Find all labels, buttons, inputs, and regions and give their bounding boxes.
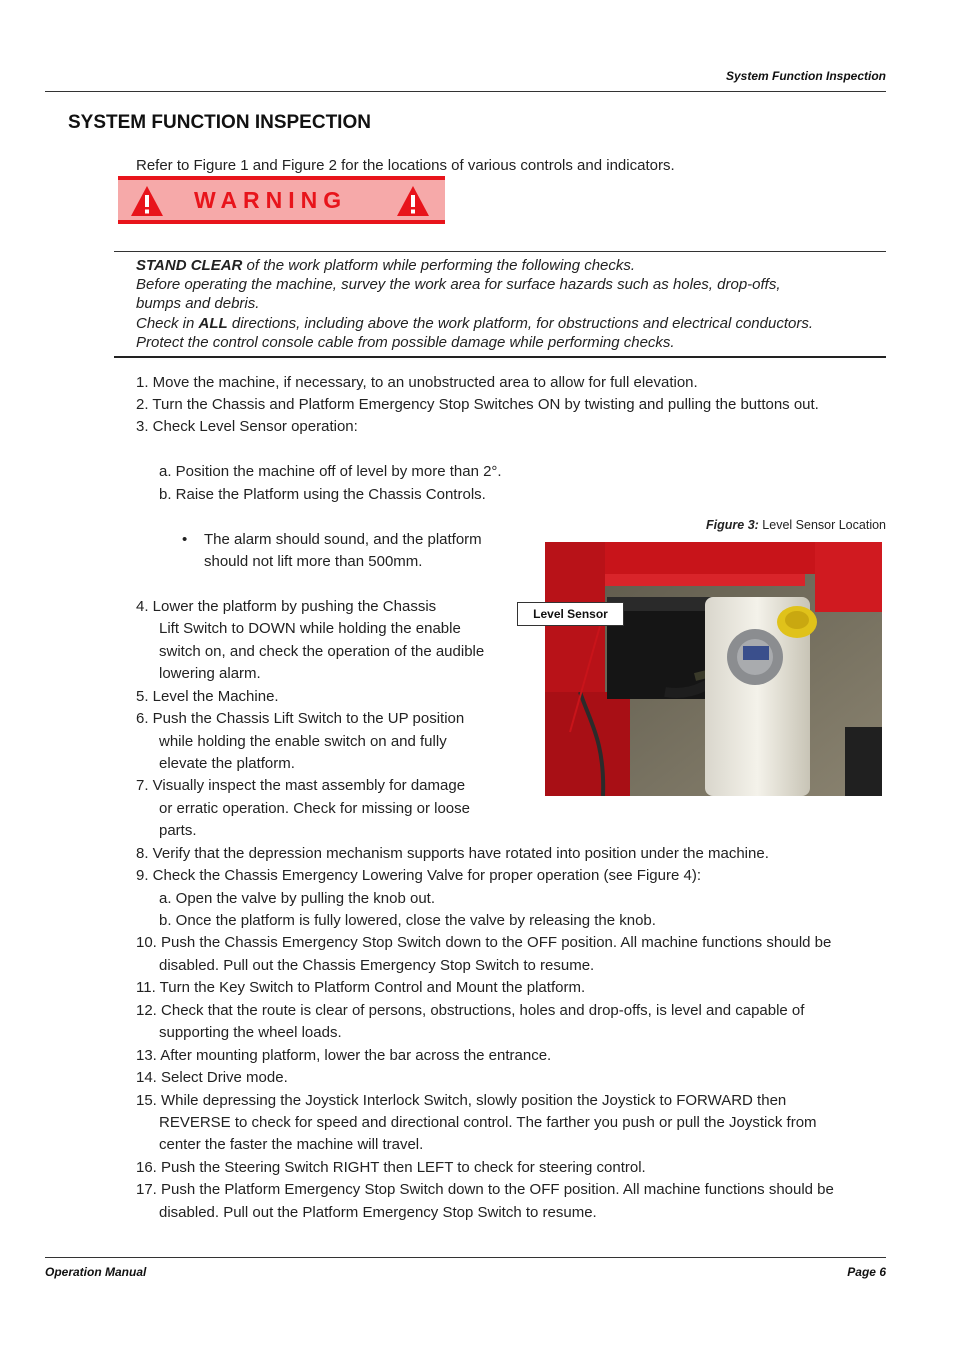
- bullet-marker: •: [182, 531, 188, 548]
- substep-item: b. Once the platform is fully lowered, close the valve by releasing the knob.: [159, 912, 656, 929]
- step-item: REVERSE to check for speed and directional control. The farther you push or pull the Joystick from: [159, 1114, 817, 1131]
- step-item: 17. Push the Platform Emergency Stop Switch down to the OFF position. All machine functions should be: [136, 1181, 834, 1198]
- notice-text: Protect the control console cable from possible damage while performing checks.: [136, 333, 675, 351]
- figure-caption-text: Level Sensor Location: [758, 518, 886, 532]
- step-item: 1. Move the machine, if necessary, to an unobstructed area to allow for full elevation.: [136, 374, 698, 391]
- step-item: 12. Check that the route is clear of persons, obstructions, holes and drop-offs, is level and capable of: [136, 1002, 805, 1019]
- footer-manual-title: Operation Manual: [45, 1265, 147, 1279]
- notice-text: bumps and debris.: [136, 295, 260, 313]
- step-item: Lift Switch to DOWN while holding the enable: [159, 620, 461, 637]
- step-item: 9. Check the Chassis Emergency Lowering Valve for proper operation (see Figure 4):: [136, 867, 701, 884]
- notice-bottom-rule: [114, 356, 886, 358]
- footer-page-number: Page 6: [847, 1265, 886, 1279]
- step-item: center the faster the machine will travel.: [159, 1136, 424, 1153]
- notice-text: of the work platform while performing the following checks.: [242, 257, 636, 274]
- page-title: SYSTEM FUNCTION INSPECTION: [68, 112, 371, 133]
- step-item: 6. Push the Chassis Lift Switch to the UP position: [136, 710, 465, 727]
- step-item: or erratic operation. Check for missing or loose: [159, 800, 470, 817]
- step-item: while holding the enable switch on and fully: [159, 733, 447, 750]
- intro-text: Refer to Figure 1 and Figure 2 for the locations of various controls and indicators.: [136, 157, 675, 174]
- header-section-title: System Function Inspection: [725, 69, 886, 83]
- notice-bold: ALL: [198, 314, 228, 332]
- substep-item: a. Open the valve by pulling the knob out.: [159, 890, 436, 907]
- level-sensor-photo: [545, 542, 882, 796]
- step-item: 7. Visually inspect the mast assembly for damage: [136, 777, 466, 794]
- notice-text: directions, including above the work platform, for obstructions and electrical conductors.: [227, 314, 813, 332]
- step-item: disabled. Pull out the Platform Emergency Stop Switch to resume.: [159, 1204, 597, 1221]
- warning-triangle-icon: [396, 185, 430, 217]
- warning-banner: [118, 176, 445, 224]
- header-rule: [45, 91, 886, 92]
- bullet-text: The alarm should sound, and the platform: [204, 531, 482, 548]
- substep-item: a. Position the machine off of level by more than 2°.: [159, 463, 502, 480]
- step-item: 10. Push the Chassis Emergency Stop Switch down to the OFF position. All machine functions should be: [136, 934, 832, 951]
- step-item: supporting the wheel loads.: [159, 1024, 342, 1041]
- figure-caption-label: Figure 3:: [706, 518, 759, 532]
- step-item: 16. Push the Steering Switch RIGHT then LEFT to check for steering control.: [136, 1159, 646, 1176]
- footer-rule: [45, 1257, 886, 1258]
- step-item: 5. Level the Machine.: [136, 688, 279, 705]
- step-item: 14. Select Drive mode.: [136, 1069, 288, 1086]
- step-item: 3. Check Level Sensor operation:: [136, 418, 358, 435]
- safety-notice: [136, 256, 881, 352]
- step-item: 4. Lower the platform by pushing the Chassis: [136, 598, 437, 615]
- notice-top-rule: [114, 251, 886, 252]
- notice-bold: STAND CLEAR: [136, 257, 243, 274]
- step-item: lowering alarm.: [159, 665, 261, 682]
- level-sensor-callout: Level Sensor: [517, 602, 624, 626]
- substep-item: b. Raise the Platform using the Chassis Controls.: [159, 486, 486, 503]
- step-item: switch on, and check the operation of the audible: [159, 643, 485, 660]
- step-item: 2. Turn the Chassis and Platform Emergency Stop Switches ON by twisting and pulling the buttons out.: [136, 396, 819, 413]
- warning-label: WARNING: [194, 187, 348, 213]
- notice-text: Check in: [136, 314, 199, 332]
- bullet-text: should not lift more than 500mm.: [204, 553, 423, 570]
- figure-caption: [706, 518, 886, 532]
- step-item: 13. After mounting platform, lower the bar across the entrance.: [136, 1047, 552, 1064]
- step-item: 8. Verify that the depression mechanism supports have rotated into position under the machine.: [136, 845, 769, 862]
- step-item: 15. While depressing the Joystick Interlock Switch, slowly position the Joystick to FORWARD then: [136, 1092, 787, 1109]
- step-item: disabled. Pull out the Chassis Emergency Stop Switch to resume.: [159, 957, 595, 974]
- step-item: parts.: [159, 822, 197, 839]
- step-item: elevate the platform.: [159, 755, 295, 772]
- step-item: 11. Turn the Key Switch to Platform Control and Mount the platform.: [136, 979, 586, 996]
- warning-triangle-icon: [130, 185, 164, 217]
- notice-text: Before operating the machine, survey the work area for surface hazards such as holes, drop-offs,: [136, 276, 781, 294]
